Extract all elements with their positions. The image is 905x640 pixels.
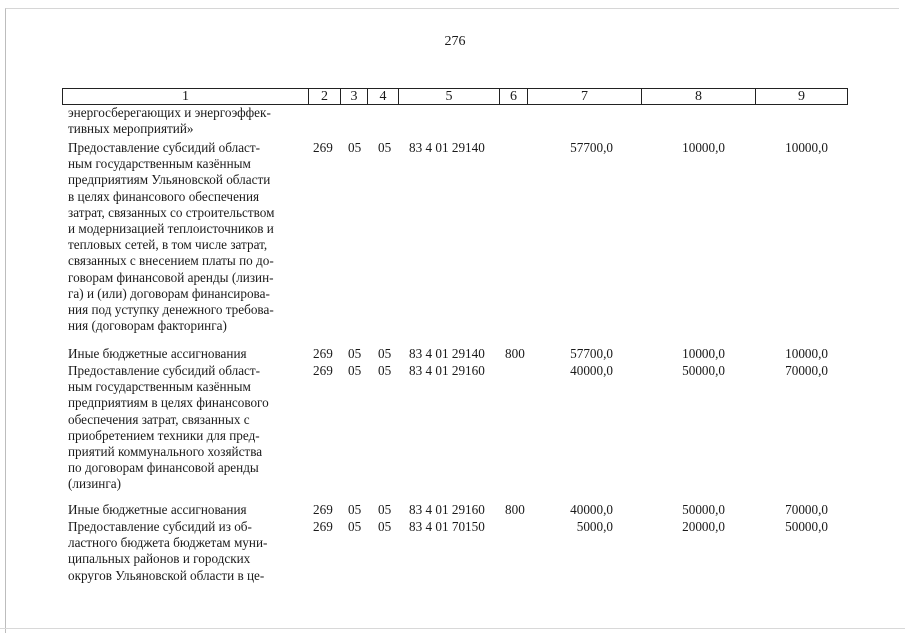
description-line: Предоставление субсидий област- [68, 140, 261, 155]
cell-c3: 05 [348, 519, 362, 534]
cell-c9: 10000,0 [785, 346, 828, 361]
row-description [68, 502, 304, 518]
description-line: (лизинга) [68, 476, 122, 492]
cell-c6: 800 [505, 502, 525, 517]
cell-c4: 05 [378, 363, 392, 378]
description-line: Иные бюджетные ассигнования [68, 346, 247, 361]
description-line: говорам финансовой аренды (лизин- [68, 269, 274, 285]
cell-c7: 57700,0 [570, 346, 613, 361]
header-col-4: 4 [368, 89, 399, 104]
page-number: 276 [444, 34, 466, 49]
cell-c6: 800 [505, 346, 525, 361]
header-col-7: 7 [528, 89, 642, 104]
bottom-rule [0, 628, 905, 629]
description-line: предприятиям в целях финансового [68, 395, 269, 411]
table-header [62, 88, 848, 105]
description-line: ния (договорам факторинга) [68, 318, 227, 334]
description-line: ципальных районов и городских [68, 551, 251, 567]
cell-c7: 40000,0 [570, 363, 613, 378]
description-line: ным государственным казённым [68, 379, 251, 395]
description-line: энергосберегающих и энергоэффек- [68, 105, 271, 120]
description-line: и модернизацией теплоисточников и [68, 221, 274, 237]
header-col-3: 3 [341, 89, 368, 104]
cell-c3: 05 [348, 346, 362, 361]
description-line: связанных с внесением платы по до- [68, 253, 274, 269]
cell-c9: 10000,0 [785, 140, 828, 155]
cell-c5: 83 4 01 29140 [409, 346, 485, 361]
description-line: округов Ульяновской области в це- [68, 567, 265, 583]
description-line: ластного бюджета бюджетам муни- [68, 535, 268, 551]
cell-c9: 70000,0 [785, 363, 828, 378]
cell-c5: 83 4 01 70150 [409, 519, 485, 534]
description-line: тепловых сетей, в том числе затрат, [68, 237, 268, 253]
description-line: га) и (или) договорам финансирова- [68, 285, 270, 301]
description-line: ния под уступку денежного требова- [68, 302, 274, 318]
cell-c8: 10000,0 [682, 140, 725, 155]
cell-c5: 83 4 01 29140 [409, 140, 485, 155]
cell-c2: 269 [313, 363, 333, 378]
header-col-2: 2 [309, 89, 341, 104]
header-col-6: 6 [500, 89, 528, 104]
cell-c8: 10000,0 [682, 346, 725, 361]
header-col-1: 1 [63, 89, 309, 104]
description-line: Иные бюджетные ассигнования [68, 502, 247, 517]
header-col-5: 5 [399, 89, 500, 104]
cell-c8: 50000,0 [682, 363, 725, 378]
cell-c7: 5000,0 [576, 519, 613, 534]
description-line: Предоставление субсидий из об- [68, 519, 252, 534]
cell-c4: 05 [378, 519, 392, 534]
row-description [68, 105, 304, 137]
header-col-8: 8 [642, 89, 756, 104]
row-description [68, 140, 304, 334]
cell-c4: 05 [378, 346, 392, 361]
description-line: тивных мероприятий» [68, 121, 194, 137]
description-line: в целях финансового обеспечения [68, 188, 260, 204]
description-line: по договорам финансовой аренды [68, 460, 259, 476]
cell-c2: 269 [313, 346, 333, 361]
description-line: приобретением техники для пред- [68, 427, 260, 443]
cell-c3: 05 [348, 502, 362, 517]
cell-c3: 05 [348, 363, 362, 378]
row-description [68, 519, 304, 584]
cell-c2: 269 [313, 519, 333, 534]
cell-c4: 05 [378, 140, 392, 155]
cell-c7: 40000,0 [570, 502, 613, 517]
cell-c2: 269 [313, 502, 333, 517]
header-col-9: 9 [798, 89, 805, 104]
description-line: обеспечения затрат, связанных с [68, 411, 250, 427]
cell-c5: 83 4 01 29160 [409, 502, 485, 517]
cell-c4: 05 [378, 502, 392, 517]
row-description [68, 346, 304, 362]
cell-c2: 269 [313, 140, 333, 155]
description-line: Предоставление субсидий област- [68, 363, 261, 378]
row-description [68, 363, 304, 493]
description-line: затрат, связанных со строительством [68, 204, 275, 220]
cell-c8: 20000,0 [682, 519, 725, 534]
cell-c7: 57700,0 [570, 140, 613, 155]
cell-c3: 05 [348, 140, 362, 155]
description-line: приятий коммунального хозяйства [68, 444, 263, 460]
cell-c9: 70000,0 [785, 502, 828, 517]
cell-c8: 50000,0 [682, 502, 725, 517]
description-line: предприятиям Ульяновской области [68, 172, 271, 188]
cell-c9: 50000,0 [785, 519, 828, 534]
description-line: ным государственным казённым [68, 156, 251, 172]
cell-c5: 83 4 01 29160 [409, 363, 485, 378]
